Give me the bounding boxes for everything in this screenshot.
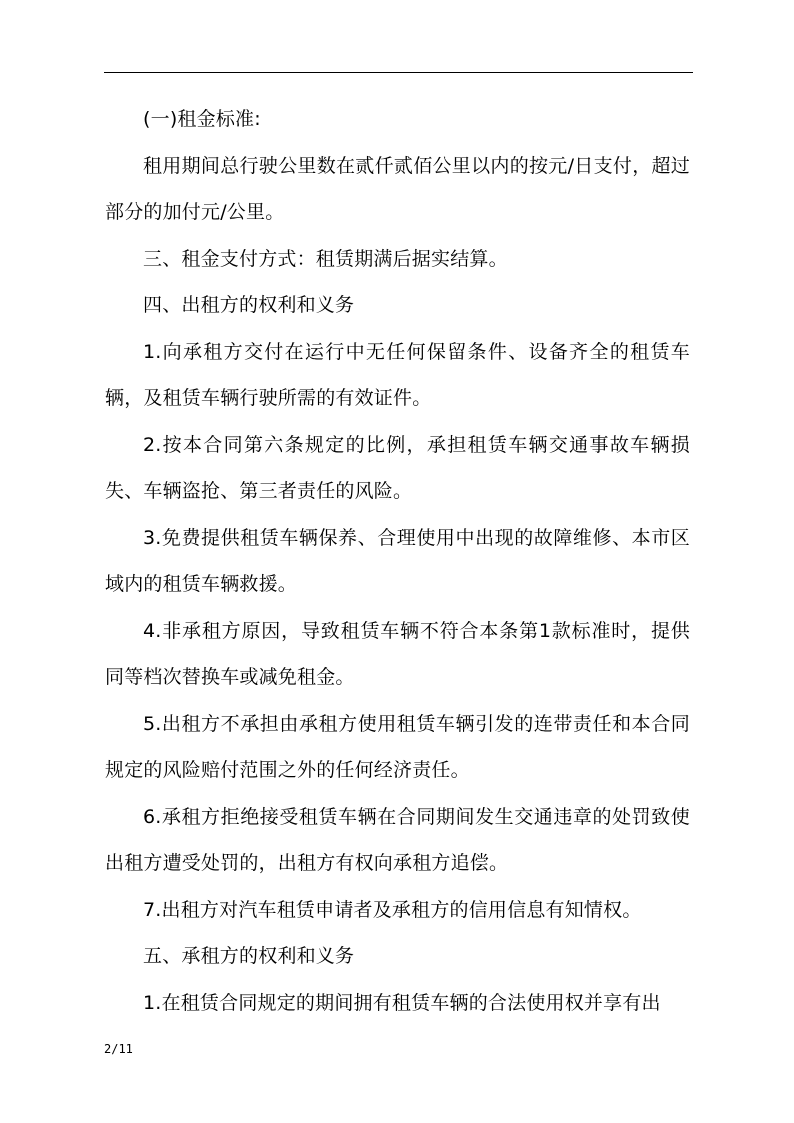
section-heading-lessee: 五、承租方的权利和义务: [143, 945, 355, 967]
paragraph-lessor-item-5: 5.出租方不承担由承租方使用租赁车辆引发的连带责任和本合同规定的风险赔付范围之外的任何经济责任。: [105, 712, 690, 781]
page-number: 2/11: [104, 1042, 133, 1056]
paragraph-mileage-terms: 租用期间总行驶公里数在贰仟贰佰公里以内的按元/日支付，超过部分的加付元/公里。: [105, 154, 690, 223]
section-heading-lessor: 四、出租方的权利和义务: [143, 294, 355, 316]
document-body: [105, 96, 690, 1026]
paragraph-rent-standard: (一)租金标准:: [143, 108, 261, 130]
paragraph-lessor-item-2: 2.按本合同第六条规定的比例，承担租赁车辆交通事故车辆损失、车辆盗抢、第三者责任的风险。: [105, 433, 690, 502]
paragraph-lessor-item-1: 1.向承租方交付在运行中无任何保留条件、设备齐全的租赁车辆，及租赁车辆行驶所需的有效证件。: [105, 340, 690, 409]
paragraph-lessor-item-4: 4.非承租方原因，导致租赁车辆不符合本条第1款标准时，提供同等档次替换车或减免租金。: [105, 619, 690, 688]
paragraph-payment-method: 三、租金支付方式：租赁期满后据实结算。: [143, 247, 508, 270]
header-rule: [104, 72, 693, 73]
paragraph-lessee-item-1: 1.在租赁合同规定的期间拥有租赁车辆的合法使用权并享有出: [143, 991, 661, 1014]
paragraph-lessor-item-3: 3.免费提供租赁车辆保养、合理使用中出现的故障维修、本市区域内的租赁车辆救援。: [105, 526, 690, 595]
paragraph-lessor-item-6: 6.承租方拒绝接受租赁车辆在合同期间发生交通违章的处罚致使出租方遭受处罚的，出租方有权向承租方追偿。: [105, 805, 690, 874]
paragraph-lessor-item-7: 7.出租方对汽车租赁申请者及承租方的信用信息有知情权。: [143, 898, 642, 921]
